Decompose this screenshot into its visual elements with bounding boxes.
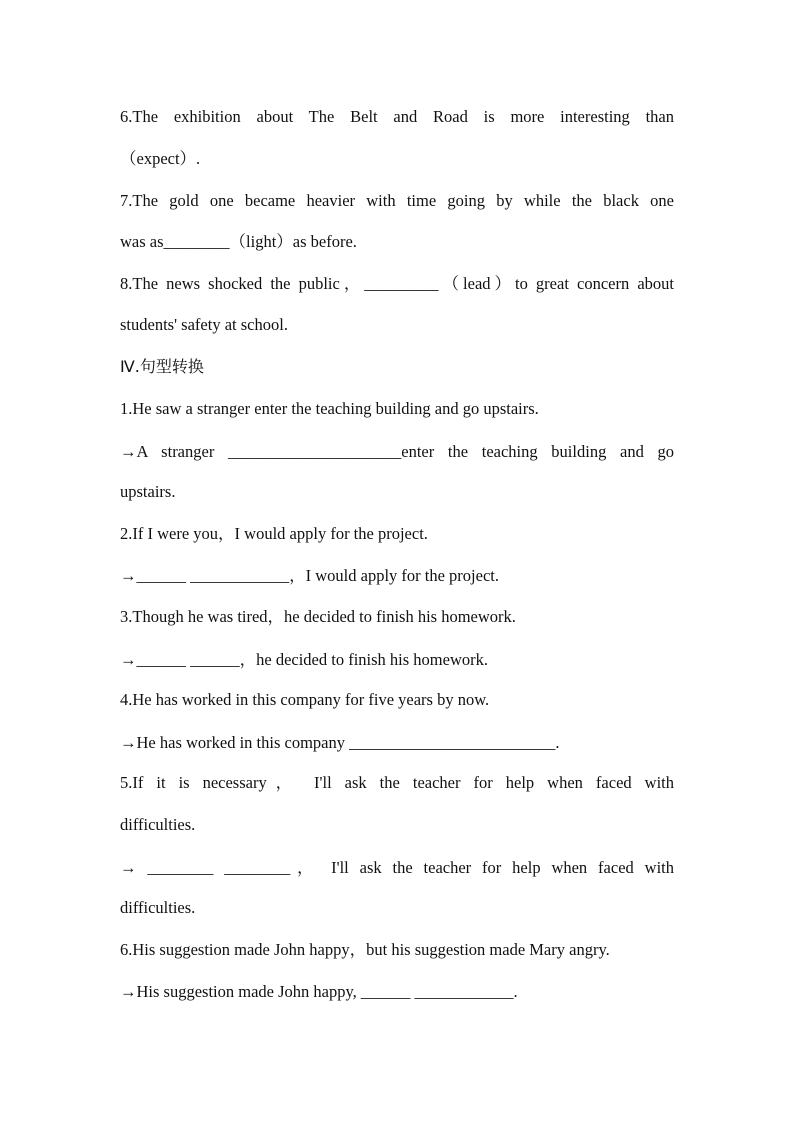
transform-item-5-answer-line1: → ________ ________， I'll ask the teacher for help when faced with [120,858,674,877]
transform-item-2-question: 2.If I were you，I would apply for the project. [120,524,428,543]
transform-item-3-answer: →______ ______，he decided to finish his homework. [120,650,488,669]
transform-item-6-question: 6.His suggestion made John happy，but his suggestion made Mary angry. [120,940,610,959]
fill-item-8-line1: 8.The news shocked the public，_________（lead）to great concern about [120,274,674,293]
transform-item-1-question: 1.He saw a stranger enter the teaching building and go upstairs. [120,399,539,418]
fill-item-8-line2: students' safety at school. [120,315,288,334]
transform-item-5-question-line1: 5.If it is necessary， I'll ask the teacher for help when faced with [120,773,674,792]
fill-item-6-line1: 6.The exhibition about The Belt and Road is more interesting than [120,107,674,126]
transform-item-4-answer: →He has worked in this company _________________________. [120,733,560,752]
transform-item-4-question: 4.He has worked in this company for five years by now. [120,690,490,709]
transform-item-1-answer-line2: upstairs. [120,482,176,501]
fill-item-7-line2: was as________（light）as before. [120,232,357,251]
fill-item-6-line2: （expect）. [120,149,201,168]
transform-item-1-answer-line1: →A stranger _____________________enter the teaching building and go [120,442,674,461]
transform-item-2-answer: →______ ____________，I would apply for the project. [120,566,499,585]
transform-item-3-question: 3.Though he was tired，he decided to finish his homework. [120,607,516,626]
fill-item-7-line1: 7.The gold one became heavier with time going by while the black one [120,191,674,210]
section-heading: Ⅳ.句型转换 [120,357,204,376]
transform-item-5-answer-line2: difficulties. [120,898,196,917]
transform-item-5-question-line2: difficulties. [120,815,196,834]
transform-item-6-answer: →His suggestion made John happy, ______ ____________. [120,982,518,1001]
